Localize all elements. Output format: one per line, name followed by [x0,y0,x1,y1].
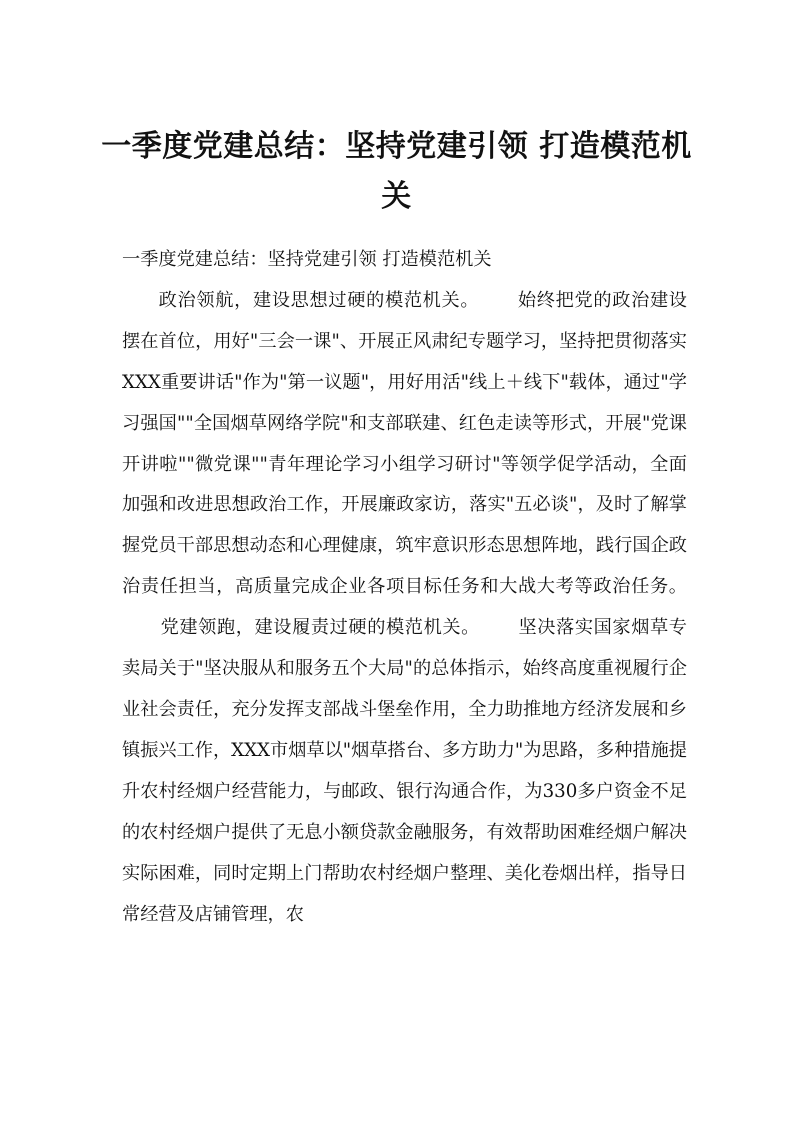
section-text-party-building: 坚决落实国家烟草专卖局关于"坚决服从和服务五个大局"的总体指示，始终高度重视履行企业社会责任，充分发挥支部战斗堡垒作用，全力助推地方经济发展和乡镇振兴工作，XXX市烟草以"烟草搭台、多方助力"为思路，多种措施提升农村经烟户经营能力，与邮政、银行沟通合作，为330多户资金不足的农村经烟户提供了无息小额贷款金融服务，有效帮助困难经烟户解决实际困难，同时定期上门帮助农村经烟户整理、美化卷烟出样，指导日常经营及店铺管理，农 [122,617,687,925]
document-subtitle: 一季度党建总结：坚持党建引领 打造模范机关 [122,249,492,270]
document-body [122,240,687,935]
document-title: 一季度党建总结：坚持党建引领 打造模范机关 [101,129,692,214]
body-paragraph [122,281,687,936]
section-heading-political: 政治领航，建设思想过硬的模范机关。 [158,289,480,311]
section-heading-party-building: 党建领跑，建设履责过硬的模范机关。 [160,617,480,639]
section-text-political: 始终把党的政治建设摆在首位，用好"三会一课"、开展正风肃纪专题学习，坚持把贯彻落实XXX重要讲话"作为"第一议题"，用好用活"线上＋线下"载体，通过"学习强国""全国烟草网络学院"和支部联建、红色走读等形式，开展"党课开讲啦""微党课""青年理论学习小组学习研讨"等领学促学活动，全面加强和改进思想政治工作，开展廉政家访，落实"五必谈"，及时了解掌握党员干部思想动态和心理健康，筑牢意识形态思想阵地，践行国企政治责任担当，高质量完成企业各项目标任务和大战大考等政治任务。 [122,289,687,598]
